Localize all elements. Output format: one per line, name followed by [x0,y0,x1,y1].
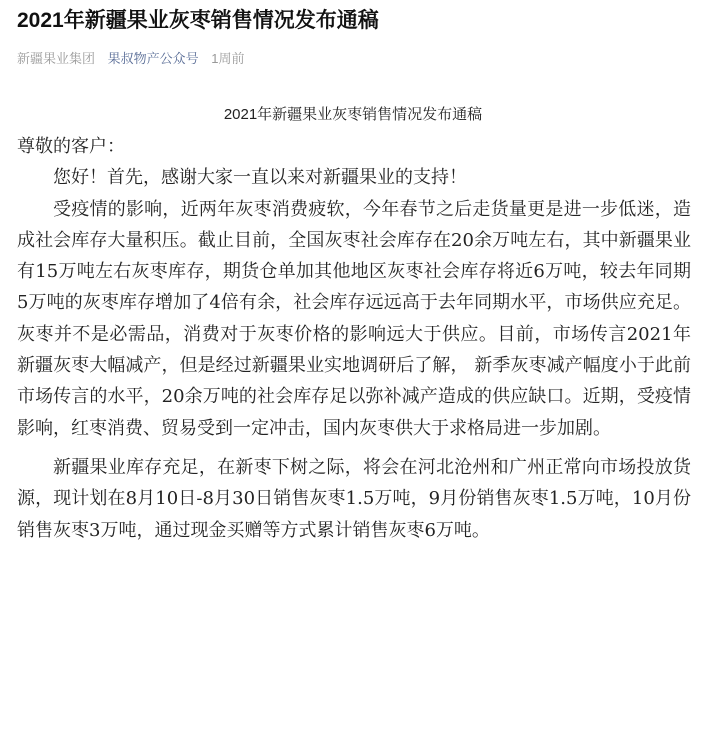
account-link[interactable]: 果叔物产公众号 [107,51,199,66]
paragraph-inventory: 受疫情的影响，近两年灰枣消费疲软，今年春节之后走货量更是进一步低迷，造成社会库存大量积压。截止目前，全国灰枣社会库存在20余万吨左右，其中新疆果业有15万吨左右灰枣库存，期货仓单加其他地区灰枣社会库存将近6万吨，较去年同期5万吨的灰枣库存增加了4倍有余，社会库存远远高于去年同期水平，市场供应充足。灰枣并不是必需品，消费对于灰枣价格的影响远大于供应。目前，市场传言2021年新疆灰枣大幅减产，但是经过新疆果业实地调研后了解， 新季灰枣减产幅度小于此前市场传言的水平，20余万吨的社会库存足以弥补减产造成的供应缺口。近期，受疫情影响，红枣消费、贸易受到一定冲击，国内灰枣供大于求格局进一步加剧。 [17,198,691,439]
article-meta [17,50,254,68]
publish-time: 1周前 [211,51,245,66]
article-title: 2021年新疆果业灰枣销售情况发布通稿 [17,9,379,32]
article-heading: 2021年新疆果业灰枣销售情况发布通稿 [223,106,483,123]
paragraph-sales-plan: 新疆果业库存充足，在新枣下树之际，将会在河北沧州和广州正常向市场投放货源，现计划在8月10日-8月30日销售灰枣1.5万吨，9月份销售灰枣1.5万吨，10月份销售灰枣3万吨，通过现金买赠等方式累计销售灰枣6万吨。 [17,456,691,541]
article-body [17,131,691,546]
salutation: 尊敬的客户： [17,136,125,157]
paragraph-greeting: 您好！首先，感谢大家一直以来对新疆果业的支持！ [53,167,467,189]
author-name: 新疆果业集团 [17,51,96,66]
